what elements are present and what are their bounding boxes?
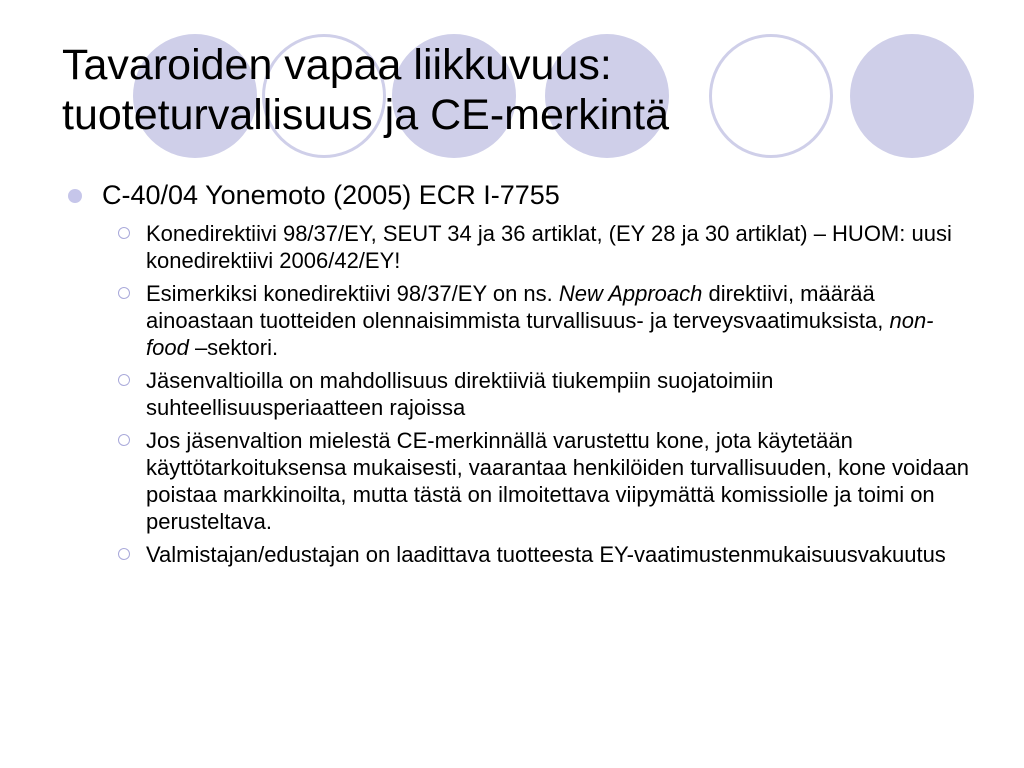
sub-bullet-item <box>116 220 976 274</box>
sub-bullet-text: Konedirektiivi 98/37/EY, SEUT 34 ja 36 artiklat, (EY 28 ja 30 artiklat) – HUOM: uusi konedirektiivi 2006/42/EY! <box>146 221 952 273</box>
hollow-circle-bullet-icon <box>118 227 130 239</box>
slide-title-line-2: tuoteturvallisuus ja CE-merkintä <box>62 91 670 139</box>
hollow-circle-bullet-icon <box>118 548 130 560</box>
sub-bullet-text-part: direktiivi, määrää ainoastaan tuotteiden olennaisimmista turvallisuus- ja terveysvaatimuksista, <box>146 281 890 333</box>
sub-bullet-text-part: Esimerkiksi konedirektiivi 98/37/EY on ns. <box>146 281 559 306</box>
hollow-circle-bullet-icon <box>118 287 130 299</box>
sub-bullet-item <box>116 427 976 535</box>
slide-content <box>68 178 968 574</box>
slide-title-line-1: Tavaroiden vapaa liikkuvuus: <box>62 41 612 89</box>
bullet-level1 <box>68 178 968 212</box>
slide-title <box>62 40 962 140</box>
sub-bullet-italic-term: non-food <box>146 308 934 360</box>
sub-bullet-item <box>116 367 976 421</box>
sub-bullet-italic-term: New Approach <box>558 281 703 306</box>
hollow-circle-bullet-icon <box>118 434 130 446</box>
sub-bullet-item <box>116 541 976 568</box>
sub-bullet-item <box>116 280 976 361</box>
sub-bullet-list <box>116 220 976 568</box>
hollow-circle-bullet-icon <box>118 374 130 386</box>
bullet-level1-text: C-40/04 Yonemoto (2005) ECR I-7755 <box>102 180 560 210</box>
sub-bullet-text: Jos jäsenvaltion mielestä CE-merkinnällä varustettu kone, jota käytetään käyttötarkoituksensa mukaisesti, vaarantaa henkilöiden turvallisuuden, kone voidaan poistaa markkinoilta, mutta tästä on ilmoitettava viipymättä komissiolle ja toimi on perusteltava. <box>146 428 970 534</box>
sub-bullet-text: Valmistajan/edustajan on laadittava tuotteesta EY-vaatimustenmukaisuusvakuutus <box>146 542 946 567</box>
sub-bullet-text-part: –sektori. <box>188 335 279 360</box>
sub-bullet-text: Jäsenvaltioilla on mahdollisuus direktiiviä tiukempiin suojatoimiin suhteellisuusperiaatteen rajoissa <box>146 368 774 420</box>
filled-circle-bullet-icon <box>68 189 82 203</box>
